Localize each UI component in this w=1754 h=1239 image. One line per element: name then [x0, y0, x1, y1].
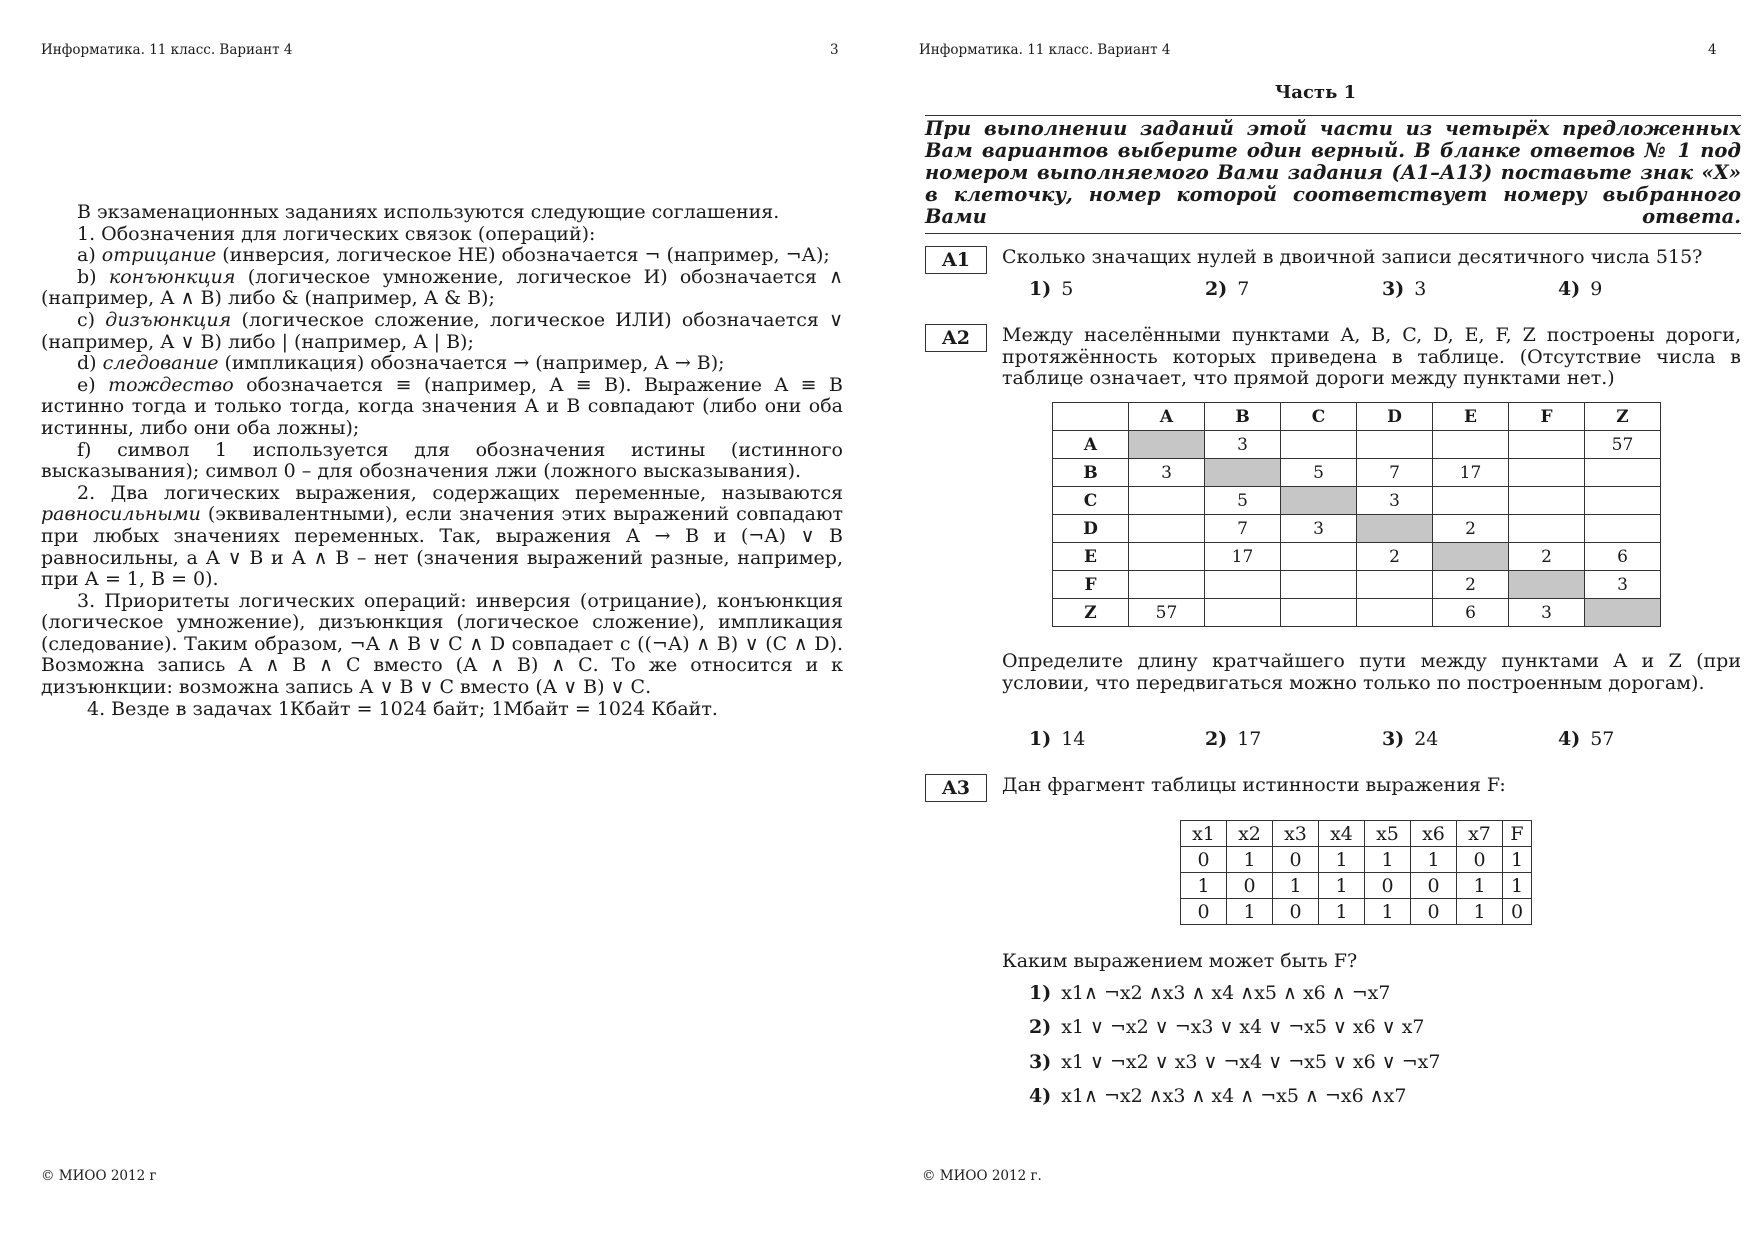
conventions-item-4: 4. Везде в задачах 1Кбайт = 1024 байт; 1Мбайт = 1024 Кбайт. [87, 697, 718, 720]
distance-cell: 6 [1433, 599, 1509, 627]
truth-value-cell: 1 [1319, 847, 1365, 873]
question-prompt-a3: Каким выражением может быть F? [1002, 950, 1358, 972]
truth-table [1180, 820, 1532, 925]
table-row [1181, 899, 1532, 925]
truth-value-cell: 1 [1457, 899, 1503, 925]
distance-cell: 3 [1205, 431, 1281, 459]
page-number: 4 [1708, 42, 1717, 58]
distance-cell [1205, 571, 1281, 599]
distance-cell: 2 [1433, 515, 1509, 543]
table-row [1053, 431, 1661, 459]
distance-cell: 3 [1585, 571, 1661, 599]
column-header: x4 [1319, 821, 1365, 847]
question-label-a2: A2 [925, 324, 987, 352]
truth-value-cell: 0 [1181, 899, 1227, 925]
truth-value-cell: 1 [1181, 873, 1227, 899]
column-header: x2 [1227, 821, 1273, 847]
distance-cell [1585, 515, 1661, 543]
conventions-section [41, 202, 843, 720]
a1-option-3: 3) 3 [1382, 278, 1427, 300]
distance-cell [1509, 459, 1585, 487]
distance-cell: 7 [1357, 459, 1433, 487]
row-header: F [1053, 571, 1129, 599]
distance-cell: 17 [1205, 543, 1281, 571]
distance-cell [1129, 543, 1205, 571]
truth-value-cell: 1 [1365, 899, 1411, 925]
a1-option-2: 2) 7 [1205, 278, 1250, 300]
truth-value-cell: 1 [1227, 899, 1273, 925]
diagonal-cell [1433, 543, 1509, 571]
table-corner-cell [1053, 403, 1129, 431]
distance-cell: 5 [1281, 459, 1357, 487]
column-header: x3 [1273, 821, 1319, 847]
question-label-a3: A3 [925, 774, 987, 802]
distance-cell: 7 [1205, 515, 1281, 543]
conventions-item-3: 3. Приоритеты логических операций: инверсия (отрицание), конъюнкция (логическое умножение), дизъюнкция (логическое сложение), импликация (следование). Таким образом, ¬А ∧ В ∨ С ∧ D совпадает с ((¬А) ∧ В) ∨ (С ∧ D). Возможна запись А ∧ В ∧ С вместо (А ∧ В) ∧ С. То же относится и к дизъюнкции: возможна запись А ∨ В ∨ С вместо (А ∨ В) ∨ С. [41, 589, 843, 699]
table-row [1053, 571, 1661, 599]
truth-value-cell: 0 [1457, 847, 1503, 873]
distance-cell: 3 [1129, 459, 1205, 487]
bottom-rule [925, 233, 1741, 234]
distance-cell: 2 [1509, 543, 1585, 571]
truth-value-cell: 0 [1181, 847, 1227, 873]
row-header: Z [1053, 599, 1129, 627]
column-header: Z [1585, 403, 1661, 431]
truth-value-cell: 1 [1503, 847, 1532, 873]
distance-cell [1129, 515, 1205, 543]
diagonal-cell [1281, 487, 1357, 515]
distance-cell: 6 [1585, 543, 1661, 571]
distance-cell: 57 [1585, 431, 1661, 459]
diagonal-cell [1357, 515, 1433, 543]
distance-cell [1585, 487, 1661, 515]
page-header: Информатика. 11 класс. Вариант 4 [41, 42, 293, 58]
row-header: C [1053, 487, 1129, 515]
conventions-intro: В экзаменационных заданиях используются следующие соглашения. [77, 201, 780, 223]
question-prompt-a2: Определите длину кратчайшего пути между пунктами A и Z (при условии, что передвигаться можно только по построенным дорогам). [1002, 650, 1741, 694]
table-header-row [1181, 821, 1532, 847]
part-instructions: При выполнении заданий этой части из четырёх предложенных Вам вариантов выберите один верный. В бланке ответов № 1 под номером выполняемого Вами задания (А1–А13) поставьте знак «X» в клеточку, номер которой соответствует номеру выбранного Вами ответа. [925, 117, 1741, 228]
convention-implication: d) следование (импликация) обозначается → (например, А → В); [77, 352, 725, 375]
row-header: A [1053, 431, 1129, 459]
distance-cell: 5 [1205, 487, 1281, 515]
distance-cell [1281, 571, 1357, 599]
column-header: x6 [1411, 821, 1457, 847]
distance-cell [1281, 431, 1357, 459]
table-row [1053, 599, 1661, 627]
distance-cell [1281, 599, 1357, 627]
column-header: C [1281, 403, 1357, 431]
a3-option-2: 2) x1 ∨ ¬x2 ∨ ¬x3 ∨ x4 ∨ ¬x5 ∨ x6 ∨ x7 [1029, 1016, 1425, 1038]
distance-cell: 17 [1433, 459, 1509, 487]
row-header: D [1053, 515, 1129, 543]
question-text-a3: Дан фрагмент таблицы истинности выражения F: [1002, 774, 1506, 796]
a1-option-4: 4) 9 [1558, 278, 1603, 300]
table-row [1053, 487, 1661, 515]
conventions-item-1: 1. Обозначения для логических связок (операций): [77, 222, 596, 245]
table-row [1053, 515, 1661, 543]
conventions-item-2: 2. Два логических выражения, содержащих переменные, называются равносильными (эквивалентными), если значения этих выражений совпадают при любых значениях переменных. Так, выражения А → В и (¬А) ∨ В равносильны, а А ∨ В и А ∧ В – нет (значения выражений разные, например, при А = 1, В = 0). [41, 481, 843, 591]
column-header: x7 [1457, 821, 1503, 847]
distance-cell [1281, 543, 1357, 571]
a2-option-4: 4) 57 [1558, 728, 1615, 750]
distance-cell [1433, 431, 1509, 459]
truth-value-cell: 1 [1227, 847, 1273, 873]
truth-value-cell: 1 [1273, 873, 1319, 899]
page-footer: © МИОО 2012 г. [922, 1168, 1042, 1184]
distance-cell: 2 [1357, 543, 1433, 571]
question-text-a1: Сколько значащих нулей в двоичной записи десятичного числа 515? [1002, 246, 1703, 268]
a2-option-1: 1) 14 [1029, 728, 1086, 750]
column-header: x1 [1181, 821, 1227, 847]
distance-table [1052, 402, 1661, 627]
distance-cell [1205, 599, 1281, 627]
column-header: x5 [1365, 821, 1411, 847]
distance-cell: 3 [1357, 487, 1433, 515]
diagonal-cell [1205, 459, 1281, 487]
truth-value-cell: 1 [1319, 873, 1365, 899]
truth-value-cell: 0 [1365, 873, 1411, 899]
distance-cell [1509, 487, 1585, 515]
convention-conjunction: b) конъюнкция (логическое умножение, логическое И) обозначается ∧ (например, А ∧ В) либо & (например, А & В); [41, 265, 843, 310]
table-row [1053, 543, 1661, 571]
convention-equivalence: e) тождество обозначается ≡ (например, A ≡ B). Выражение A ≡ B истинно тогда и только тогда, когда значения А и В совпадают (либо они оба истинны, либо они оба ложны); [41, 373, 844, 439]
a3-option-4: 4) x1∧ ¬x2 ∧x3 ∧ x4 ∧ ¬x5 ∧ ¬x6 ∧x7 [1029, 1085, 1407, 1107]
truth-value-cell: 0 [1273, 899, 1319, 925]
truth-value-cell: 0 [1273, 847, 1319, 873]
table-row [1181, 873, 1532, 899]
truth-value-cell: 1 [1365, 847, 1411, 873]
truth-value-cell: 1 [1503, 873, 1532, 899]
table-row [1053, 459, 1661, 487]
table-header-row [1053, 403, 1661, 431]
distance-cell: 3 [1281, 515, 1357, 543]
right-page [877, 0, 1754, 1239]
convention-truth-symbols: f) символ 1 используется для обозначения истины (истинного высказывания); символ 0 – для обозначения лжи (ложного высказывания). [41, 438, 843, 483]
column-header: F [1503, 821, 1532, 847]
column-header: E [1433, 403, 1509, 431]
truth-value-cell: 0 [1411, 873, 1457, 899]
page-number: 3 [830, 42, 839, 58]
distance-cell [1509, 431, 1585, 459]
truth-value-cell: 0 [1411, 899, 1457, 925]
distance-cell [1357, 571, 1433, 599]
truth-value-cell: 1 [1319, 899, 1365, 925]
distance-cell: 2 [1433, 571, 1509, 599]
column-header: F [1509, 403, 1585, 431]
distance-cell [1357, 431, 1433, 459]
a3-option-3: 3) x1 ∨ ¬x2 ∨ x3 ∨ ¬x4 ∨ ¬x5 ∨ x6 ∨ ¬x7 [1029, 1051, 1441, 1073]
convention-disjunction: c) дизъюнкция (логическое сложение, логическое ИЛИ) обозначается ∨ (например, А ∨ В) либо | (например, А | В); [41, 308, 844, 353]
a2-option-2: 2) 17 [1205, 728, 1262, 750]
table-row [1181, 847, 1532, 873]
distance-cell [1129, 571, 1205, 599]
convention-negation: a) отрицание (инверсия, логическое НЕ) обозначается ¬ (например, ¬А); [77, 244, 830, 267]
diagonal-cell [1129, 431, 1205, 459]
truth-value-cell: 1 [1457, 873, 1503, 899]
column-header: D [1357, 403, 1433, 431]
page-footer: © МИОО 2012 г [41, 1168, 157, 1184]
distance-cell: 3 [1509, 599, 1585, 627]
page-header: Информатика. 11 класс. Вариант 4 [919, 42, 1171, 58]
truth-value-cell: 1 [1411, 847, 1457, 873]
distance-cell [1585, 459, 1661, 487]
question-text-a2: Между населёнными пунктами A, B, C, D, E, F, Z построены дороги, протяжённость которых приведена в таблице. (Отсутствие числа в таблице означает, что прямой дороги между пунктами нет.) [1002, 324, 1741, 389]
top-rule [925, 115, 1741, 116]
column-header: A [1129, 403, 1205, 431]
distance-cell [1433, 487, 1509, 515]
a2-option-3: 3) 24 [1382, 728, 1439, 750]
truth-value-cell: 0 [1503, 899, 1532, 925]
question-label-a1: A1 [925, 246, 987, 274]
a3-option-1: 1) x1∧ ¬x2 ∧x3 ∧ x4 ∧x5 ∧ x6 ∧ ¬x7 [1029, 982, 1391, 1004]
row-header: E [1053, 543, 1129, 571]
diagonal-cell [1585, 599, 1661, 627]
diagonal-cell [1509, 571, 1585, 599]
row-header: B [1053, 459, 1129, 487]
distance-cell [1509, 515, 1585, 543]
distance-cell [1129, 487, 1205, 515]
column-header: B [1205, 403, 1281, 431]
part-title: Часть 1 [1274, 82, 1357, 103]
truth-value-cell: 0 [1227, 873, 1273, 899]
distance-cell: 57 [1129, 599, 1205, 627]
distance-cell [1357, 599, 1433, 627]
a1-option-1: 1) 5 [1029, 278, 1074, 300]
